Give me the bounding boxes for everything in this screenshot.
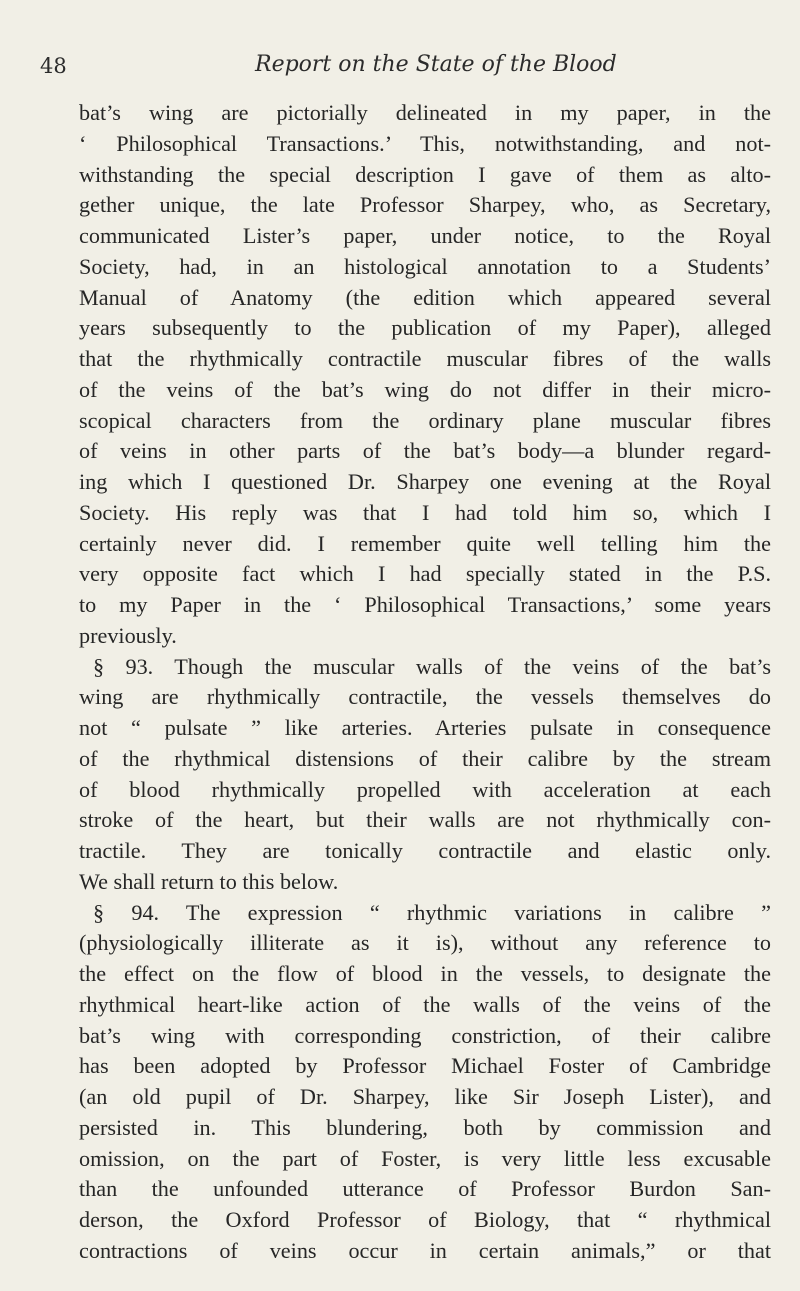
text-line: has been adopted by Professor Michael Foster of Cambridge xyxy=(79,1053,771,1079)
text-line: (an old pupil of Dr. Sharpey, like Sir Joseph Lister), and xyxy=(79,1084,771,1109)
text-line: very opposite fact which I had specially stated in the P.S. xyxy=(79,561,771,587)
text-line: ing which I questioned Dr. Sharpey one evening at the Royal xyxy=(79,469,771,494)
text-line: derson, the Oxford Professor of Biology, that “ rhythmical xyxy=(79,1207,771,1232)
text-line: certainly never did. I remember quite well telling him the xyxy=(79,530,771,556)
text-line: tractile. They are tonically contractile and elastic only. xyxy=(79,838,771,863)
page-header xyxy=(0,48,800,88)
text-line: ‘ Philosophical Transactions.’ This, notwithstanding, and not- xyxy=(79,130,771,156)
body-text xyxy=(79,98,771,1267)
text-line: bat’s wing are pictorially delineated in my paper, in the xyxy=(79,100,771,125)
text-line: to my Paper in the ‘ Philosophical Transactions,’ some years xyxy=(79,592,771,617)
text-line: scopical characters from the ordinary plane muscular fibres xyxy=(79,407,771,433)
text-line: bat’s wing with corresponding constriction, of their calibre xyxy=(79,1022,771,1048)
text-line: withstanding the special description I gave of them as alto- xyxy=(79,161,771,187)
text-line: than the unfounded utterance of Professor Burdon San- xyxy=(79,1176,771,1202)
text-line: not “ pulsate ” like arteries. Arteries pulsate in consequence xyxy=(79,715,771,740)
text-line: of the rhythmical distensions of their calibre by the stream xyxy=(79,745,771,771)
page-number: 48 xyxy=(40,54,67,78)
text-line: Society. His reply was that I had told him so, which I xyxy=(79,499,771,525)
text-line: of veins in other parts of the bat’s body—a blunder regard- xyxy=(79,438,771,464)
section-93-first-line: § 93. Though the muscular walls of the veins of the bat’s xyxy=(93,653,771,679)
paragraph-last-line: previously. xyxy=(79,622,177,648)
text-line: Manual of Anatomy (the edition which appeared several xyxy=(79,284,771,310)
text-line: Society, had, in an histological annotation to a Students’ xyxy=(79,253,771,279)
text-line: omission, on the part of Foster, is very little less excusable xyxy=(79,1145,771,1171)
text-line: persisted in. This blundering, both by commission and xyxy=(79,1114,771,1140)
paragraph-last-line: We shall return to this below. xyxy=(79,868,339,894)
section-94-first-line: § 94. The expression “ rhythmic variations in calibre ” xyxy=(93,899,771,925)
text-line: of blood rhythmically propelled with acceleration at each xyxy=(79,776,771,802)
text-line: the effect on the flow of blood in the vessels, to designate the xyxy=(79,961,771,986)
text-line: wing are rhythmically contractile, the vessels themselves do xyxy=(79,684,771,710)
text-line: stroke of the heart, but their walls are not rhythmically con- xyxy=(79,807,771,833)
text-line: communicated Lister’s paper, under notice, to the Royal xyxy=(79,223,771,248)
text-line: gether unique, the late Professor Sharpey, who, as Secretary, xyxy=(79,192,771,218)
text-line: that the rhythmically contractile muscular fibres of the walls xyxy=(79,346,771,371)
text-line: (physiologically illiterate as it is), without any reference to xyxy=(79,930,771,956)
text-line: contractions of veins occur in certain animals,” or that xyxy=(79,1237,771,1263)
text-line: of the veins of the bat’s wing do not differ in their micro- xyxy=(79,376,771,402)
text-line: years subsequently to the publication of my Paper), alleged xyxy=(79,315,771,341)
running-title: Report on the State of the Blood xyxy=(255,52,617,77)
text-line: rhythmical heart-like action of the walls of the veins of the xyxy=(79,991,771,1017)
